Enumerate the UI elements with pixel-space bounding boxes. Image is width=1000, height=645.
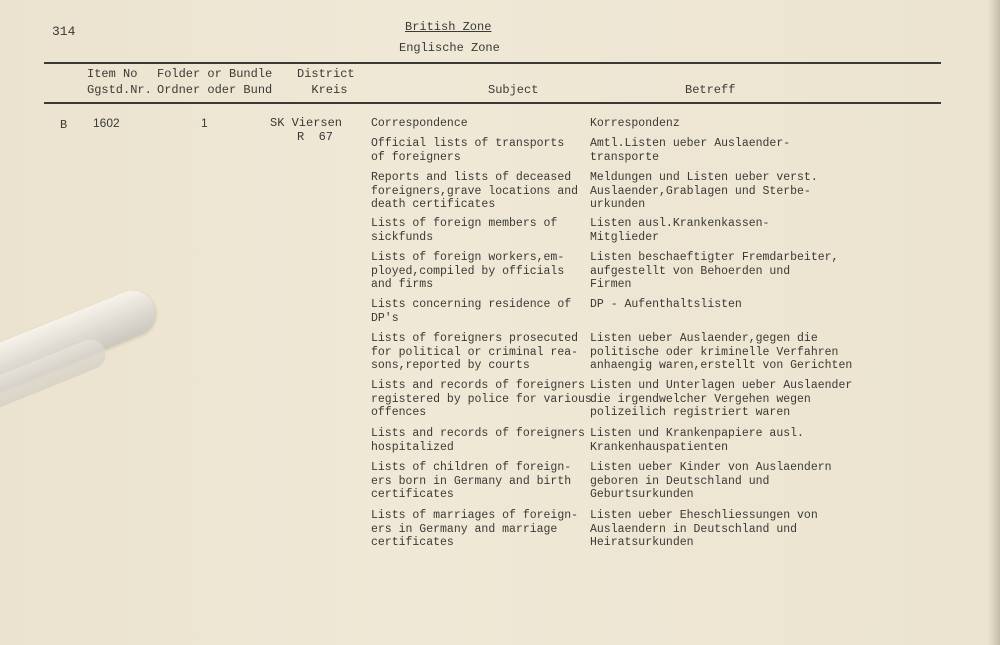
entry-betreff: Listen beschaeftigter Fremdarbeiter, aufgestellt von Behoerden und Firmen [590, 251, 839, 291]
record-district-code: R 67 [297, 130, 334, 144]
entry-subject: Lists of marriages of foreign- ers in Germany and marriage certificates [371, 509, 579, 549]
entry-subject: Lists of foreign workers,em- ployed,compiled by officials and firms [371, 251, 565, 291]
record-district: SK Viersen [270, 116, 343, 130]
entry-betreff: Listen und Krankenpapiere ausl. Krankenhauspatienten [590, 427, 804, 454]
entry-subject: Lists of children of foreign- ers born in Germany and birth certificates [371, 461, 572, 501]
page-edge-shadow [988, 0, 1000, 645]
entry-subject: Correspondence [371, 117, 468, 130]
entry-betreff: Meldungen und Listen ueber verst. Auslaender,Grablagen und Sterbe- urkunden [590, 171, 818, 211]
entry-betreff: Listen ueber Kinder von Auslaendern geboren in Deutschland und Geburtsurkunden [590, 461, 832, 501]
entry-subject: Official lists of transports of foreigners [371, 137, 565, 164]
page-number: 314 [52, 24, 76, 39]
column-header-betreff: Betreff [685, 83, 736, 97]
entry-subject: Reports and lists of deceased foreigners,grave locations and death certificates [371, 171, 579, 211]
entry-betreff: Listen und Unterlagen ueber Auslaender die irgendwelcher Vergehen wegen polizeilich registriert waren [590, 379, 853, 419]
record-item-number: 1602 [93, 116, 120, 130]
record-folder-number: 1 [201, 116, 208, 130]
entry-betreff: Amtl.Listen ueber Auslaender- transporte [590, 137, 791, 164]
entry-subject: Lists and records of foreigners hospitalized [371, 427, 585, 454]
column-header-item: Item No Ggstd.Nr. [87, 67, 152, 97]
entry-subject: Lists of foreign members of sickfunds [371, 217, 558, 244]
column-header-district: District Kreis [297, 67, 355, 97]
record-prefix: B [60, 118, 68, 132]
entry-betreff: DP - Aufenthaltslisten [590, 298, 742, 311]
entry-betreff: Listen ueber Auslaender,gegen die politische oder kriminelle Verfahren anhaengig waren,erstellt von Gerichten [590, 332, 853, 372]
header-top-rule [44, 62, 941, 64]
column-header-folder: Folder or Bundle Ordner oder Bund [157, 67, 273, 97]
entry-betreff: Listen ueber Eheschliessungen von Auslaendern in Deutschland und Heiratsurkunden [590, 509, 818, 549]
header-bottom-rule [44, 102, 941, 104]
entry-betreff: Listen ausl.Krankenkassen- Mitglieder [590, 217, 770, 244]
entry-subject: Lists and records of foreigners registered by police for various offences [371, 379, 592, 419]
zone-title-german: Englische Zone [399, 41, 500, 55]
entry-subject: Lists of foreigners prosecuted for political or criminal rea- sons,reported by courts [371, 332, 579, 372]
column-header-subject: Subject [488, 83, 539, 97]
zone-title-english: British Zone [405, 20, 492, 34]
entry-betreff: Korrespondenz [590, 117, 680, 130]
entry-subject: Lists concerning residence of DP's [371, 298, 572, 325]
